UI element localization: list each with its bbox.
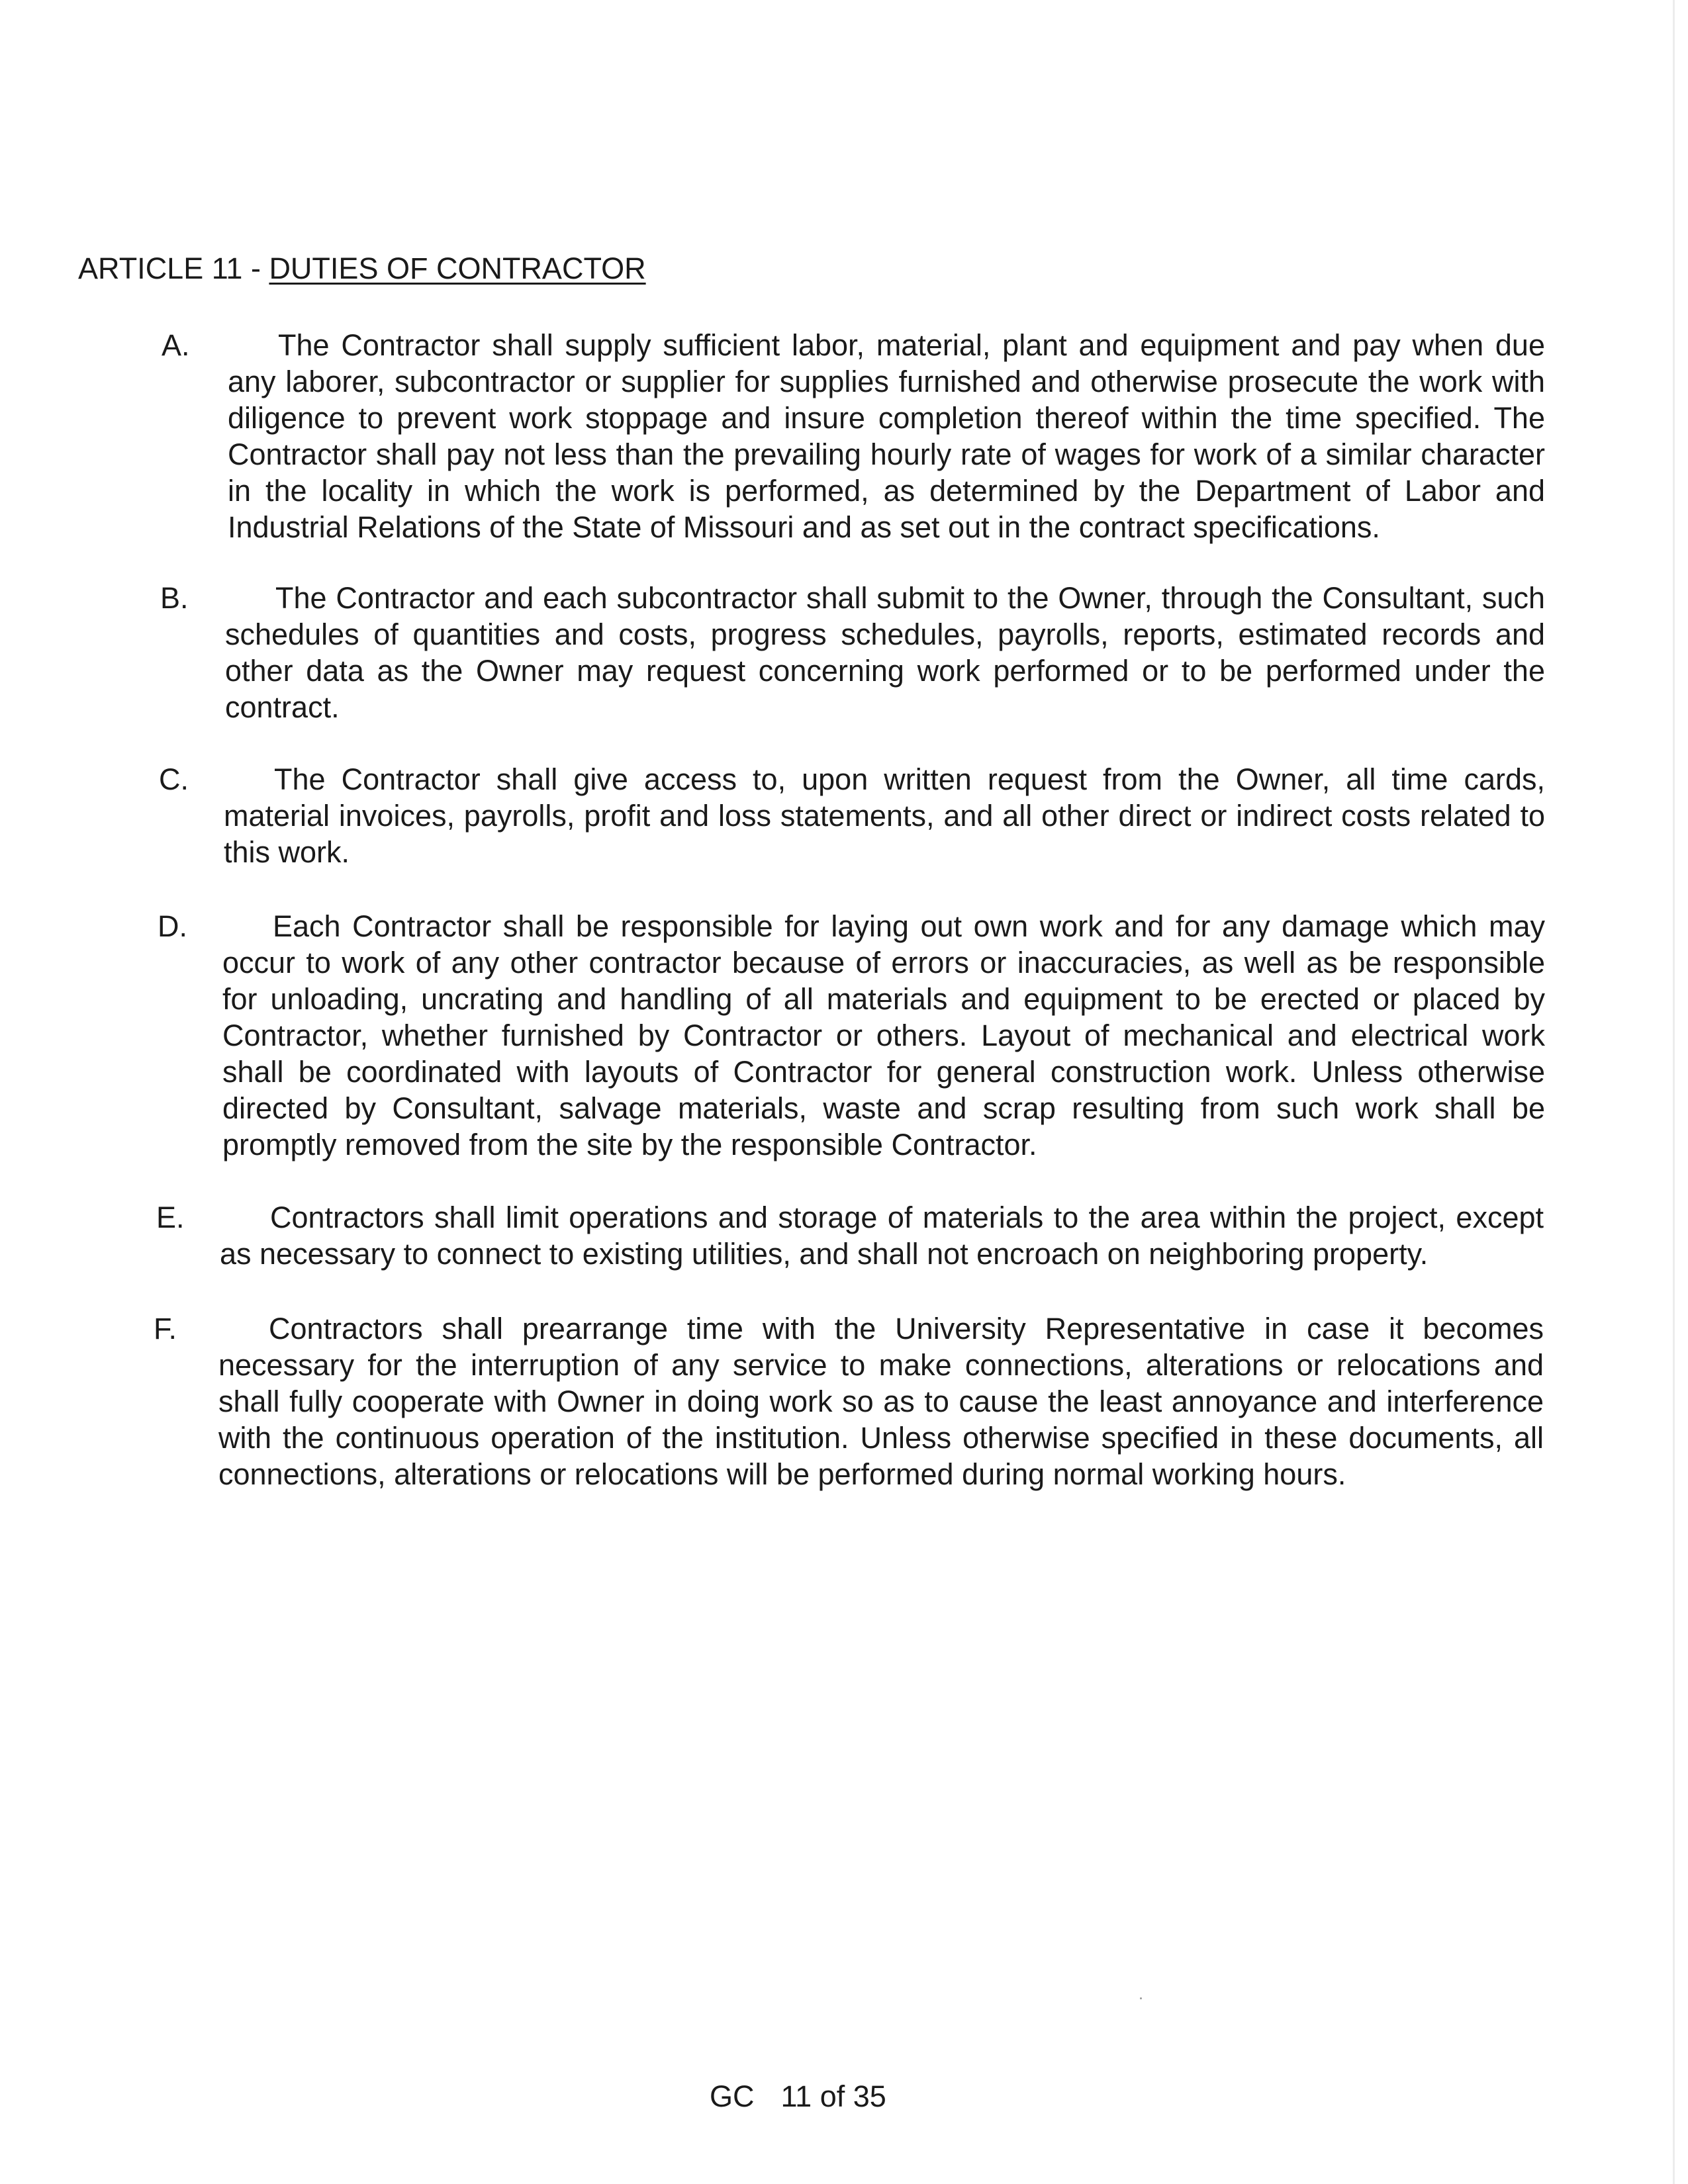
paragraph-a [0,327,1688,544]
article-number: ARTICLE 11 - [78,251,269,285]
paragraph-letter: F. [154,1312,177,1345]
article-heading [78,250,646,287]
footer-page-number: 11 of 35 [780,2079,886,2113]
paragraph-f [0,1310,1688,1491]
page-footer [710,2078,886,2115]
scan-speck [1140,1997,1142,1999]
paragraph-text: Contractors shall prearrange time with the University Representative in case it becomes necessary for the interruption of any service to make connections, alterations or relocations and shall fully cooperate with Owner in doing work so as to cause the least annoyance and interference with the continuous operation of the institution. Unless otherwise specified in these documents, all connections, alterations or relocations will be performed during normal working hours. [218,1312,1544,1491]
paragraph-text: The Contractor shall supply sufficient labor, material, plant and equipment and pay when due any laborer, subcontractor or supplier for supplies furnished and otherwise prosecute the work with diligence to prevent work stoppage and insure completion thereof within the time specified. The Contractor shall pay not less than the prevailing hourly rate of wages for work of a similar character in the locality in which the work is performed, as determined by the Department of Labor and Industrial Relations of the State of Missouri and as set out in the contract specifications. [228,328,1545,544]
article-title: DUTIES OF CONTRACTOR [269,251,646,285]
paragraph-text: The Contractor shall give access to, upon written request from the Owner, all time cards, material invoices, payrolls, profit and loss statements, and all other direct or indirect costs related to this work. [224,762,1545,869]
paragraph-d [0,908,1688,1161]
paragraph-b [0,580,1688,739]
paragraph-letter: B. [160,581,189,615]
paragraph-text: Each Contractor shall be responsible for laying out own work and for any damage which may occur to work of any other contractor because of errors or inaccuracies, as well as be responsible for unloading, uncrating and handling of all materials and equipment to be erected or placed by Contractor, whether furnished by Contractor or others. Layout of mechanical and electrical work shall be coordinated with layouts of Contractor for general construction work. Unless otherwise directed by Consultant, salvage materials, waste and scrap resulting from such work shall be promptly removed from the site by the responsible Contractor. [222,909,1545,1161]
footer-doc-code: GC [710,2079,755,2113]
paragraph-letter: D. [158,909,187,943]
paragraph-text: Contractors shall limit operations and storage of materials to the area within the project, except as necessary to connect to existing utilities, and shall not encroach on neighboring property. [220,1201,1544,1271]
paragraph-letter: E. [156,1201,185,1234]
paragraph-letter: C. [159,762,189,796]
paragraph-letter: A. [162,328,190,362]
paragraph-text: The Contractor and each subcontractor shall submit to the Owner, through the Consultant, such schedules of quantities and costs, progress schedules, payrolls, reports, estimated records and other data as the Owner may request concerning work performed or to be performed under the contract. [225,581,1545,724]
paragraph-c [0,761,1688,920]
